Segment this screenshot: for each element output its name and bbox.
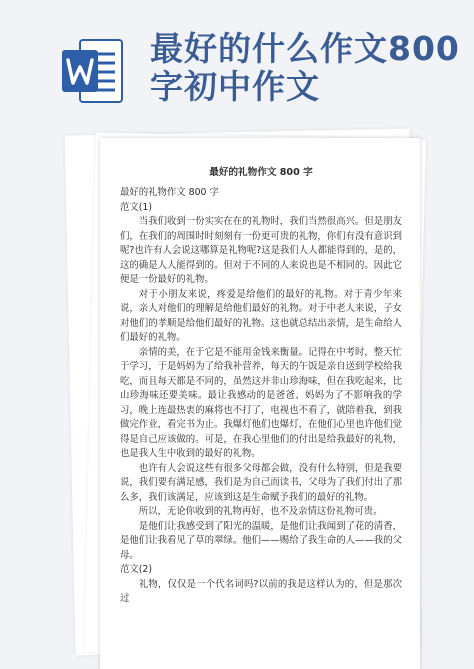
paragraph: 所以，无论你收到的礼物再好，也不及亲情这份礼物可贵。 (138, 506, 383, 517)
document-subheading: 最好的礼物作文 800 字 (120, 187, 219, 198)
paragraph: 对于小朋友来说，疼爱是给他们的最好的礼物。对于青少年来说，亲人对他们的理解是给他们最好的礼物。对于中老人来说，子女对他们的孝顺是给他们最好的礼物。这也就总结出亲情，是生命给人们最好的礼物。 (120, 288, 402, 343)
paragraph: 当我们收到一份实实在在的礼物时，我们当然很高兴。但是朋友们，在我们的周围时时刻刻有一份更可贵的礼物，你们有没有意识到呢?也许有人会说这哪算是礼物呢?这是我们人人都能得到的，是的，这的确是人人能得到的。但对于不同的人来说也是不相同的。因此它便是一份最好的礼物。 (120, 216, 402, 285)
document-heading: 最好的礼物作文 800 字 (209, 167, 313, 178)
paragraph: 也许有人会说这些有很多父母都会做，没有什么特别，但是我要说，我们要有满足感，我们是为自己而读书，父母为了我们付出了那么多，我们该满足，应该到这是生命赋予我们的最好的礼物。 (120, 462, 402, 503)
paragraph: 是他们让我感受到了阳光的温暖，是他们让我闻到了花的清香，是他们让我看见了草的翠绿。他们——赐给了我生命的人——我的父母。 (120, 520, 402, 561)
header (0, 0, 474, 125)
section-label-2: 范文(2) (120, 564, 153, 575)
word-document-icon (60, 36, 126, 106)
document-page (100, 138, 420, 669)
page-title: 最好的什么作文800字初中作文 (150, 29, 460, 106)
paragraph: 礼物，仅仅是一个代名词吗?以前的我是这样认为的，但是那次过 (120, 578, 402, 604)
paragraph: 亲情的美，在于它是不能用金钱来衡量。记得在中考时，整天忙于学习，于是妈妈为了给我补营养，每天的午饭是亲自送到学校给我吃，而且每天都是不同的，虽然这并非山珍海味，但在我吃起来，比山珍海味还要美味。最让我感动的是爸爸、妈妈为了不影响我的学习，晚上连最热衷的麻将也不打了，电视也不看了，就陪着我，到我做完作业，看完书为止。我爆灯他们也爆灯，在他们心里也许他们觉得是自己应该做的。可是，在我心里他们的付出是给我最好的礼物，也是我人生中收到的最好的礼物。 (120, 346, 402, 459)
section-label-1: 范文(1) (120, 201, 153, 213)
